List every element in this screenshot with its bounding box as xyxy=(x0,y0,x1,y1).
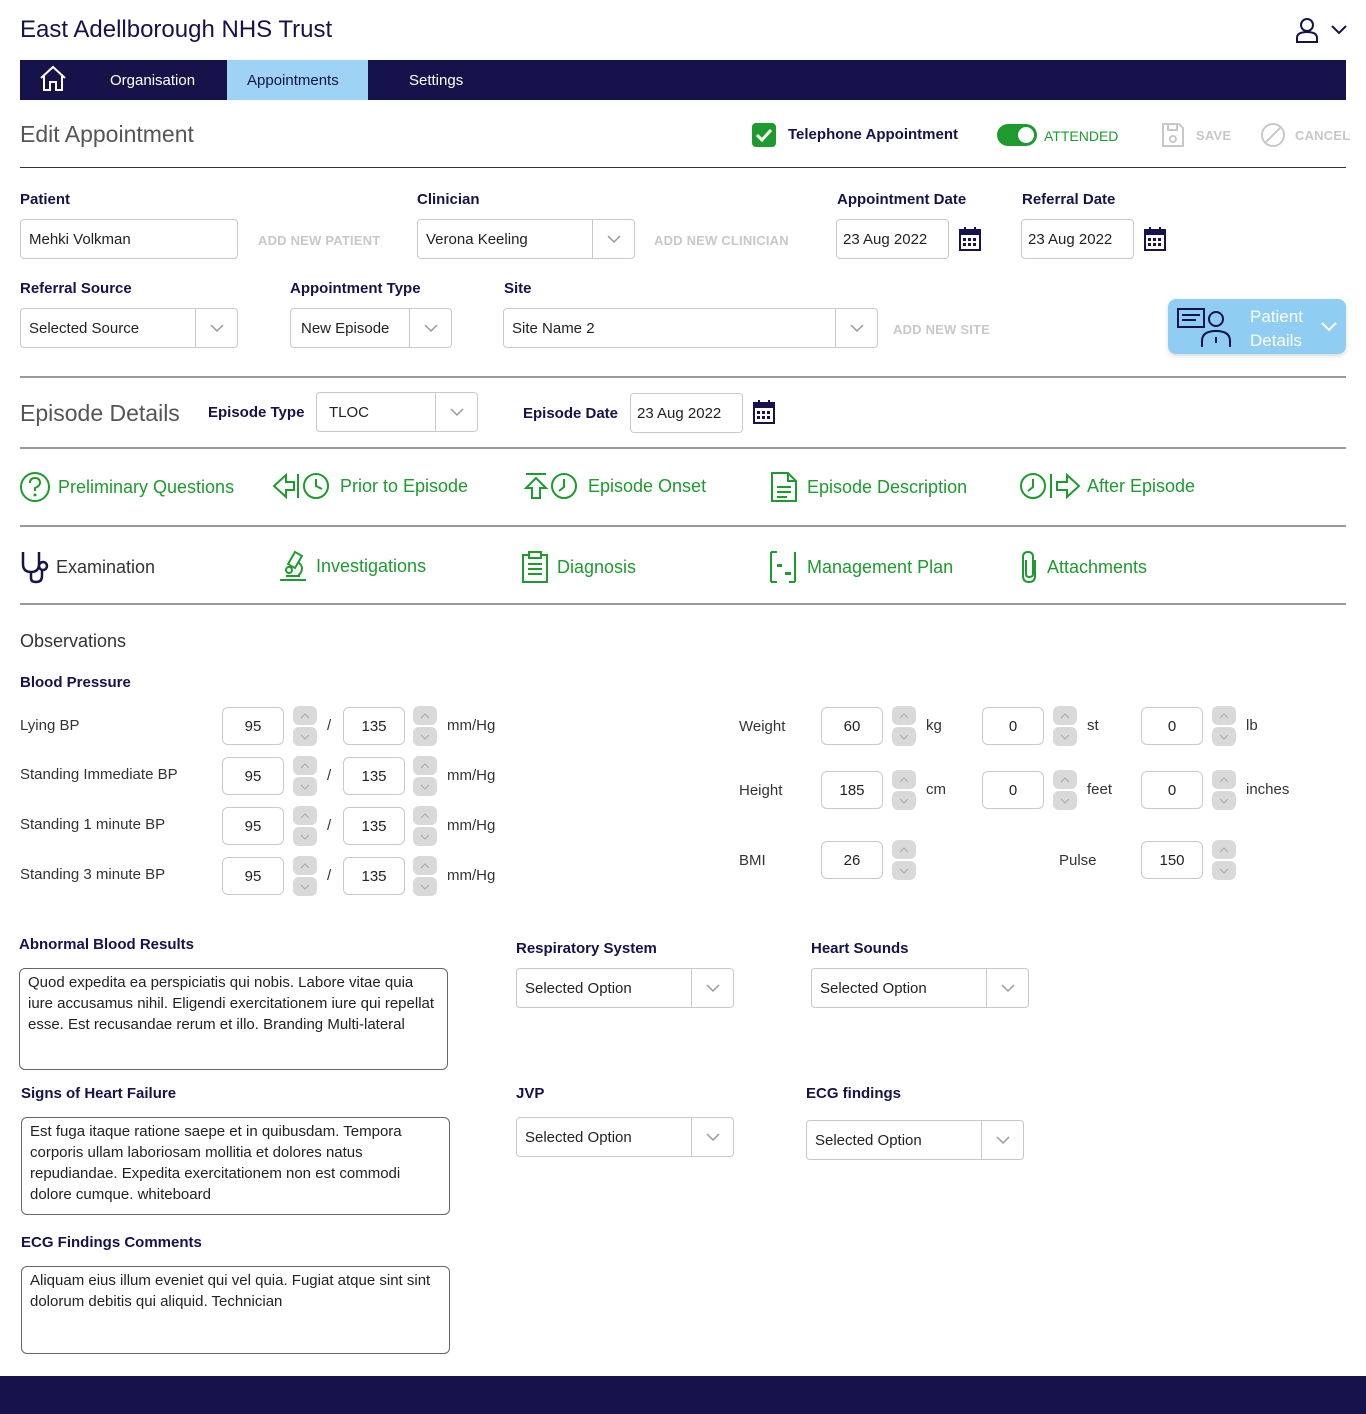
stepper[interactable] xyxy=(892,840,916,880)
bmi-label: BMI xyxy=(739,852,766,869)
stepper-down-icon[interactable] xyxy=(293,777,317,796)
chevron-down-icon xyxy=(210,324,224,333)
episode-date-label: Episode Date xyxy=(523,405,619,422)
stepper-down-icon[interactable] xyxy=(892,861,916,880)
jvp-value: Selected Option xyxy=(525,1128,632,1146)
telephone-label: Telephone Appointment xyxy=(788,126,958,143)
toggle-knob xyxy=(1018,127,1034,143)
save-label: SAVE xyxy=(1196,128,1232,143)
patient-details-button[interactable] xyxy=(1168,299,1346,354)
bp-diastolic-input[interactable]: 135 xyxy=(343,757,405,795)
tab-investigations[interactable] xyxy=(278,550,426,582)
pulse-input[interactable]: 150 xyxy=(1141,841,1203,879)
chevron-down-icon xyxy=(607,235,621,244)
save-button[interactable] xyxy=(1160,121,1232,149)
clinician-select[interactable] xyxy=(417,219,635,259)
clinician-label: Clinician xyxy=(417,191,480,208)
weight-label: Weight xyxy=(739,718,786,735)
stepper-up-icon[interactable] xyxy=(1212,706,1236,725)
tab-label: Preliminary Questions xyxy=(58,476,235,497)
cancel-label: CANCEL xyxy=(1295,128,1351,143)
stepper[interactable] xyxy=(892,770,916,810)
tab-label: Attachments xyxy=(1047,556,1148,577)
tab-after-episode[interactable] xyxy=(1019,471,1195,501)
episode-details-title: Episode Details xyxy=(20,400,180,426)
heart-sounds-select[interactable] xyxy=(811,968,1029,1008)
ecg-findings-value: Selected Option xyxy=(815,1131,922,1149)
bmi-input[interactable]: 26 xyxy=(821,841,883,879)
height-feet-input[interactable]: 0 xyxy=(982,771,1044,809)
pulse-label: Pulse xyxy=(1059,852,1097,869)
microscope-icon xyxy=(278,550,310,582)
episode-type-label: Episode Type xyxy=(208,404,305,421)
stepper-up-icon[interactable] xyxy=(293,756,317,775)
add-new-clinician-link[interactable]: ADD NEW CLINICIAN xyxy=(654,233,789,248)
stepper-down-icon[interactable] xyxy=(1053,727,1077,746)
tab-label: Episode Description xyxy=(807,476,968,497)
site-label: Site xyxy=(504,280,532,297)
tab-label: Diagnosis xyxy=(557,556,637,577)
appointment-type-select[interactable] xyxy=(290,308,452,348)
tab-label: After Episode xyxy=(1087,475,1196,496)
blood-pressure-title: Blood Pressure xyxy=(20,674,131,691)
heart-sounds-value: Selected Option xyxy=(820,979,927,997)
bp-diastolic-input[interactable]: 135 xyxy=(343,857,405,895)
prior-episode-icon xyxy=(272,471,334,501)
referral-source-select[interactable] xyxy=(20,308,238,348)
stepper[interactable] xyxy=(1053,770,1077,810)
stepper-down-icon[interactable] xyxy=(892,727,916,746)
tab-attachments[interactable] xyxy=(1019,550,1147,584)
observations-title: Observations xyxy=(20,631,127,651)
ecg-findings-comments-label: ECG Findings Comments xyxy=(21,1234,202,1251)
stepper-up-icon[interactable] xyxy=(413,856,437,875)
section-divider xyxy=(20,447,1346,449)
patient-input[interactable]: Mehki Volkman xyxy=(20,219,238,259)
bp-row-label: Standing 3 minute BP xyxy=(20,866,166,883)
tab-examination[interactable] xyxy=(20,550,155,584)
chevron-down-icon xyxy=(706,984,720,993)
home-button[interactable] xyxy=(38,64,70,96)
bp-slash: / xyxy=(327,717,332,734)
stepper-down-icon[interactable] xyxy=(293,727,317,746)
referral-date-label: Referral Date xyxy=(1022,191,1116,208)
episode-onset-icon xyxy=(524,471,582,501)
attended-toggle[interactable] xyxy=(997,124,1037,146)
site-select[interactable] xyxy=(503,308,878,348)
respiratory-system-label: Respiratory System xyxy=(516,940,657,957)
chevron-down-icon xyxy=(450,408,464,417)
stepper[interactable] xyxy=(413,856,437,896)
abnormal-blood-results-textarea[interactable]: Quod expedita ea perspiciatis qui nobis. Labore vitae quia iure accusamus nihil. Eligendi exercitationem iure qui repellat esse. Est recusandae rerum et illo. Branding Multi-lateral xyxy=(19,968,448,1070)
nav-organisation[interactable]: Organisation xyxy=(110,71,196,89)
attended-label: ATTENDED xyxy=(1044,128,1119,144)
user-menu[interactable] xyxy=(1294,16,1350,46)
bp-slash: / xyxy=(327,767,332,784)
bp-diastolic-input[interactable]: 135 xyxy=(343,707,405,745)
stepper-up-icon[interactable] xyxy=(1212,840,1236,859)
stepper[interactable] xyxy=(293,806,317,846)
stepper[interactable] xyxy=(1212,706,1236,746)
stepper-down-icon[interactable] xyxy=(293,827,317,846)
clinician-value: Verona Keeling xyxy=(426,230,528,248)
height-cm-input[interactable]: 185 xyxy=(821,771,883,809)
section-divider xyxy=(20,603,1346,605)
patient-details-text xyxy=(1250,305,1303,353)
respiratory-system-value: Selected Option xyxy=(525,979,632,997)
stepper-down-icon[interactable] xyxy=(413,827,437,846)
height-label: Height xyxy=(739,782,783,799)
chevron-down-icon xyxy=(1001,984,1015,993)
bp-unit: mm/Hg xyxy=(447,717,496,734)
jvp-select[interactable] xyxy=(516,1117,734,1157)
tab-label: Examination xyxy=(56,556,156,577)
tab-diagnosis[interactable] xyxy=(521,550,636,584)
lb-unit: lb xyxy=(1246,717,1258,734)
question-icon xyxy=(20,471,52,503)
save-icon xyxy=(1160,121,1186,149)
episode-type-value: TLOC xyxy=(329,403,370,421)
jvp-label: JVP xyxy=(516,1085,545,1102)
stepper-down-icon[interactable] xyxy=(1212,727,1236,746)
home-icon xyxy=(38,64,68,92)
stepper-up-icon[interactable] xyxy=(413,706,437,725)
tab-episode-onset[interactable] xyxy=(524,471,706,501)
stepper[interactable] xyxy=(413,756,437,796)
bp-row-label: Standing Immediate BP xyxy=(20,766,178,783)
ecg-findings-select[interactable] xyxy=(806,1120,1024,1160)
after-episode-icon xyxy=(1019,471,1081,501)
stepper-up-icon[interactable] xyxy=(413,806,437,825)
toolbar-divider xyxy=(20,167,1346,168)
page-title: Edit Appointment xyxy=(20,121,194,147)
signs-of-heart-failure-textarea[interactable]: Est fuga itaque ratione saepe et in quibusdam. Tempora corporis ullam laboriosam mollitia et dolores natus repudiandae. Expedita exercitationem non est commodi dolore cumque. whiteboard xyxy=(21,1117,450,1215)
weight-kg-input[interactable]: 60 xyxy=(821,707,883,745)
tab-prior-to-episode[interactable] xyxy=(272,471,468,501)
patient-label: Patient xyxy=(20,191,71,208)
document-icon xyxy=(769,471,801,503)
section-divider xyxy=(20,525,1346,527)
bp-systolic-input[interactable]: 95 xyxy=(222,707,284,745)
tab-episode-description[interactable] xyxy=(769,471,967,503)
bp-systolic-input[interactable]: 95 xyxy=(222,857,284,895)
stepper-down-icon[interactable] xyxy=(413,777,437,796)
referral-source-value: Selected Source xyxy=(29,319,140,337)
bp-diastolic-input[interactable]: 135 xyxy=(343,807,405,845)
bp-row-label: Lying BP xyxy=(20,717,80,734)
stepper[interactable] xyxy=(1212,770,1236,810)
st-unit: st xyxy=(1087,717,1099,734)
bp-slash: / xyxy=(327,867,332,884)
height-inches-input[interactable]: 0 xyxy=(1141,771,1203,809)
inches-unit: inches xyxy=(1246,781,1290,798)
stepper[interactable] xyxy=(1053,706,1077,746)
bp-unit: mm/Hg xyxy=(447,867,496,884)
appointment-date-input[interactable]: 23 Aug 2022 xyxy=(836,219,949,259)
paperclip-icon xyxy=(1019,550,1041,584)
heart-sounds-label: Heart Sounds xyxy=(811,940,909,957)
patient-card-icon xyxy=(1176,305,1238,349)
patient-details-line1: Patient xyxy=(1250,307,1303,326)
stepper-down-icon[interactable] xyxy=(293,877,317,896)
org-title: East Adellborough NHS Trust xyxy=(20,16,333,43)
stepper[interactable] xyxy=(413,806,437,846)
tab-label: Prior to Episode xyxy=(340,475,469,496)
stepper-down-icon[interactable] xyxy=(1053,791,1077,810)
referral-source-label: Referral Source xyxy=(20,280,132,297)
telephone-checkbox[interactable] xyxy=(752,123,776,147)
respiratory-system-select[interactable] xyxy=(516,968,734,1008)
tab-label: Investigations xyxy=(316,555,427,576)
abnormal-blood-results-label: Abnormal Blood Results xyxy=(19,936,195,953)
chevron-down-icon xyxy=(1320,321,1338,333)
referral-date-input[interactable]: 23 Aug 2022 xyxy=(1021,219,1134,259)
episode-type-select[interactable] xyxy=(316,392,478,432)
tab-management-plan[interactable] xyxy=(769,550,953,584)
chevron-down-icon xyxy=(424,324,438,333)
calendar-icon[interactable] xyxy=(1144,227,1166,251)
cancel-icon xyxy=(1259,121,1287,149)
stepper[interactable] xyxy=(293,856,317,896)
stepper-down-icon[interactable] xyxy=(1212,791,1236,810)
chevron-down-icon xyxy=(850,324,864,333)
stepper-up-icon[interactable] xyxy=(1212,770,1236,789)
stepper-up-icon[interactable] xyxy=(293,706,317,725)
bp-unit: mm/Hg xyxy=(447,817,496,834)
appointment-date-label: Appointment Date xyxy=(837,191,967,208)
bp-slash: / xyxy=(327,817,332,834)
bp-systolic-input[interactable]: 95 xyxy=(222,757,284,795)
tab-preliminary-questions[interactable] xyxy=(20,471,234,503)
stepper-up-icon[interactable] xyxy=(892,770,916,789)
weight-lb-input[interactable]: 0 xyxy=(1141,707,1203,745)
chevron-down-icon xyxy=(996,1136,1010,1145)
nav-settings[interactable]: Settings xyxy=(409,71,464,89)
appointment-type-value: New Episode xyxy=(301,319,390,337)
stepper[interactable] xyxy=(1212,840,1236,880)
stepper[interactable] xyxy=(293,756,317,796)
nav-appointments[interactable]: Appointments xyxy=(247,71,339,89)
feet-unit: feet xyxy=(1087,781,1113,798)
site-value: Site Name 2 xyxy=(512,319,595,337)
calendar-icon[interactable] xyxy=(753,400,775,424)
stepper-down-icon[interactable] xyxy=(892,791,916,810)
cm-unit: cm xyxy=(926,781,946,798)
stepper[interactable] xyxy=(413,706,437,746)
footer-bar xyxy=(0,1376,1366,1414)
chevron-down-icon xyxy=(1330,24,1348,36)
bp-row-label: Standing 1 minute BP xyxy=(20,816,166,833)
add-new-patient-link[interactable]: ADD NEW PATIENT xyxy=(258,233,381,248)
chevron-down-icon xyxy=(706,1133,720,1142)
stepper-up-icon[interactable] xyxy=(293,806,317,825)
user-icon xyxy=(1294,16,1320,44)
stepper-up-icon[interactable] xyxy=(1053,770,1077,789)
tab-label: Episode Onset xyxy=(588,475,707,496)
kg-unit: kg xyxy=(926,717,942,734)
check-icon xyxy=(752,123,776,147)
stethoscope-icon xyxy=(20,550,50,584)
stepper-up-icon[interactable] xyxy=(413,756,437,775)
appointment-type-label: Appointment Type xyxy=(290,280,421,297)
stepper-down-icon[interactable] xyxy=(413,727,437,746)
main-nav xyxy=(20,60,1346,100)
bp-unit: mm/Hg xyxy=(447,767,496,784)
section-divider xyxy=(20,376,1346,378)
weight-st-input[interactable]: 0 xyxy=(982,707,1044,745)
patient-details-line2: Details xyxy=(1250,331,1302,350)
ecg-findings-label: ECG findings xyxy=(806,1085,901,1102)
stepper-up-icon[interactable] xyxy=(892,840,916,859)
add-new-site-link[interactable]: ADD NEW SITE xyxy=(893,322,991,337)
stepper[interactable] xyxy=(293,706,317,746)
calendar-icon[interactable] xyxy=(959,227,981,251)
stepper-down-icon[interactable] xyxy=(413,877,437,896)
stepper-up-icon[interactable] xyxy=(293,856,317,875)
clipboard-icon xyxy=(521,550,551,584)
stepper-down-icon[interactable] xyxy=(1212,861,1236,880)
stepper-up-icon[interactable] xyxy=(892,706,916,725)
ecg-findings-comments-textarea[interactable]: Aliquam eius illum eveniet qui vel quia. Fugiat atque sint sint dolorum debitis qui aliquid. Technician xyxy=(21,1266,450,1354)
cancel-button[interactable] xyxy=(1259,121,1349,149)
bp-systolic-input[interactable]: 95 xyxy=(222,807,284,845)
tab-label: Management Plan xyxy=(807,556,954,577)
stepper[interactable] xyxy=(892,706,916,746)
signs-of-heart-failure-label: Signs of Heart Failure xyxy=(21,1085,177,1102)
episode-date-input[interactable]: 23 Aug 2022 xyxy=(630,393,743,433)
management-plan-icon xyxy=(769,550,801,584)
stepper-up-icon[interactable] xyxy=(1053,706,1077,725)
